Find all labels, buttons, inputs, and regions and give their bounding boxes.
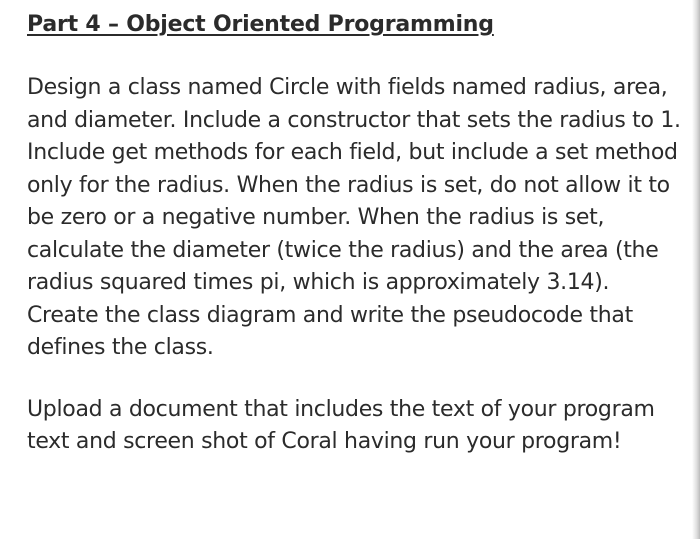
document-content [27, 8, 687, 459]
upload-instructions-paragraph: Upload a document that includes the text of your program text and screen shot of Coral having run your program! [27, 396, 655, 454]
page-edge-shadow [692, 0, 700, 539]
section-title: Part 4 – Object Oriented Programming [27, 12, 494, 37]
assignment-paragraph: Design a class named Circle with fields named radius, area, and diameter. Include a constructor that sets the radius to 1. Include get methods for each field, but include a set method only for the radius. When the radius is set, do not allow it to be zero or a negative number. When the radius is set, calculate the diameter (twice the radius) and the area (the radius squared times pi, which is approximately 3.14). Create the class diagram and write the pseudocode that defines the class. [27, 75, 681, 360]
